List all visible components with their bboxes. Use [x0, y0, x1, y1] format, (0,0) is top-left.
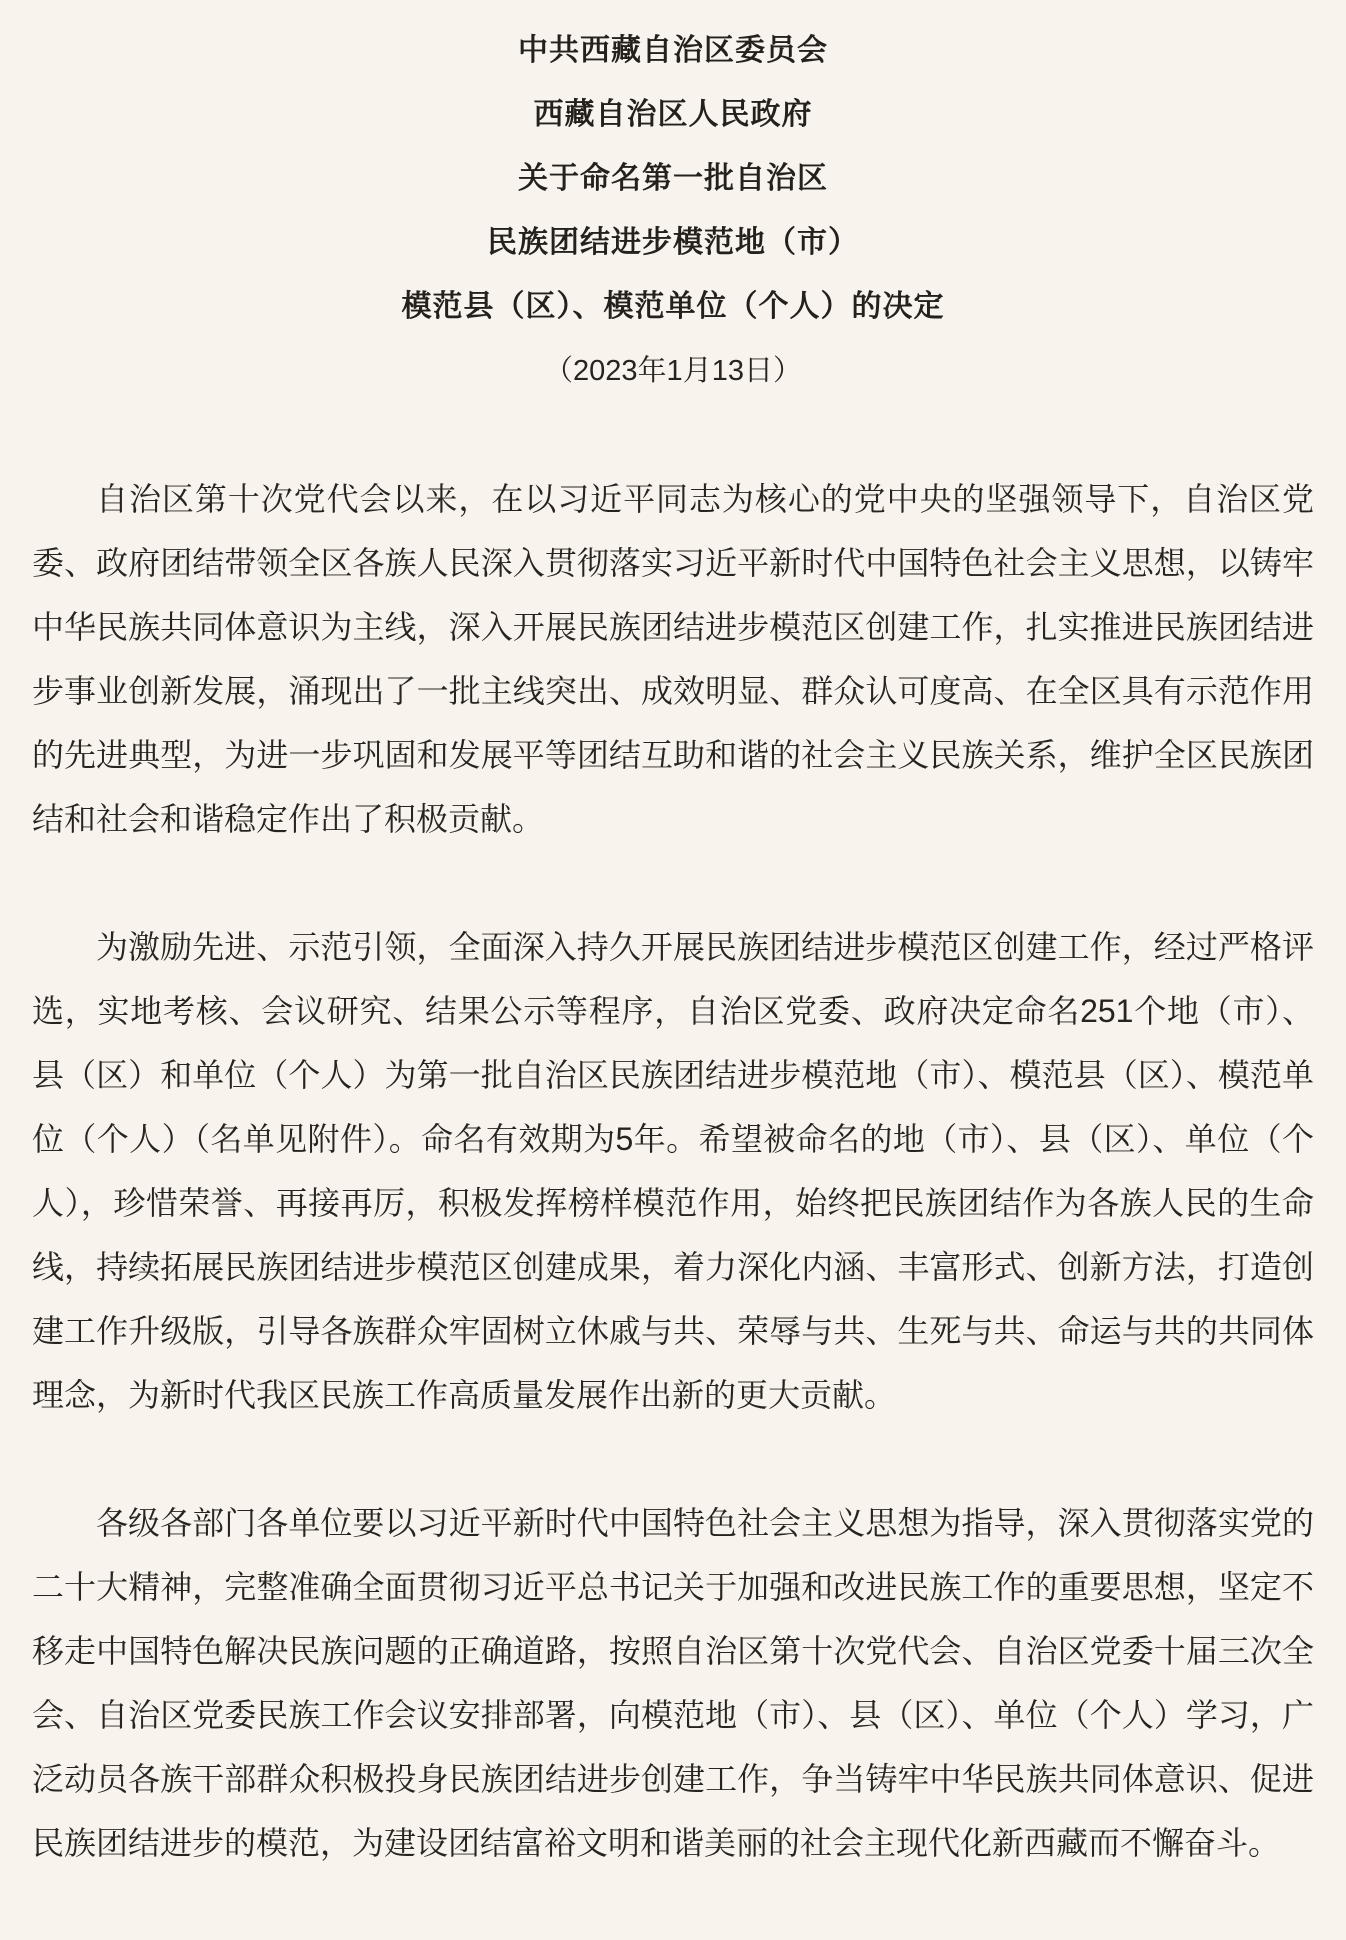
paragraph-1: 自治区第十次党代会以来，在以习近平同志为核心的党中央的坚强领导下，自治区党委、政府团结带领全区各族人民深入贯彻落实习近平新时代中国特色社会主义思想，以铸牢中华民族共同体意识为主线，深入开展民族团结进步模范区创建工作，扎实推进民族团结进步事业创新发展，涌现出了一批主线突出、成效明显、群众认可度高、在全区具有示范作用的先进典型，为进一步巩固和发展平等团结互助和谐的社会主义民族关系，维护全区民族团结和社会和谐稳定作出了积极贡献。	[32, 481, 1314, 837]
paragraph-2: 为激励先进、示范引领，全面深入持久开展民族团结进步模范区创建工作，经过严格评选，实地考核、会议研究、结果公示等程序，自治区党委、政府决定命名251个地（市）、县（区）和单位（个人）为第一批自治区民族团结进步模范地（市）、模范县（区）、模范单位（个人）（名单见附件）。命名有效期为5年。希望被命名的地（市）、县（区）、单位（个人），珍惜荣誉、再接再厉，积极发挥榜样模范作用，始终把民族团结作为各族人民的生命线，持续拓展民族团结进步模范区创建成果，着力深化内涵、丰富形式、创新方法，打造创建工作升级版，引导各族群众牢固树立休戚与共、荣辱与共、生死与共、命运与共的共同体理念，为新时代我区民族工作高质量发展作出新的更大贡献。	[32, 929, 1314, 1413]
document-body	[32, 467, 1314, 1875]
title-line-2: 西藏自治区人民政府	[533, 98, 813, 131]
paragraph-3: 各级各部门各单位要以习近平新时代中国特色社会主义思想为指导，深入贯彻落实党的二十大精神，完整准确全面贯彻习近平总书记关于加强和改进民族工作的重要思想，坚定不移走中国特色解决民族问题的正确道路，按照自治区第十次党代会、自治区党委十届三次全会、自治区党委民族工作会议安排部署，向模范地（市）、县（区）、单位（个人）学习，广泛动员各族干部群众积极投身民族团结进步创建工作，争当铸牢中华民族共同体意识、促进民族团结进步的模范，为建设团结富裕文明和谐美丽的社会主现代化新西藏而不懈奋斗。	[32, 1505, 1314, 1861]
title-line-4: 民族团结进步模范地（市）	[487, 226, 859, 259]
document-date: （2023年1月13日）	[544, 355, 802, 387]
title-line-3: 关于命名第一批自治区	[518, 162, 828, 195]
document-title-block	[32, 19, 1314, 403]
title-line-5: 模范县（区）、模范单位（个人）的决定	[401, 290, 945, 323]
title-line-1: 中共西藏自治区委员会	[518, 34, 828, 67]
